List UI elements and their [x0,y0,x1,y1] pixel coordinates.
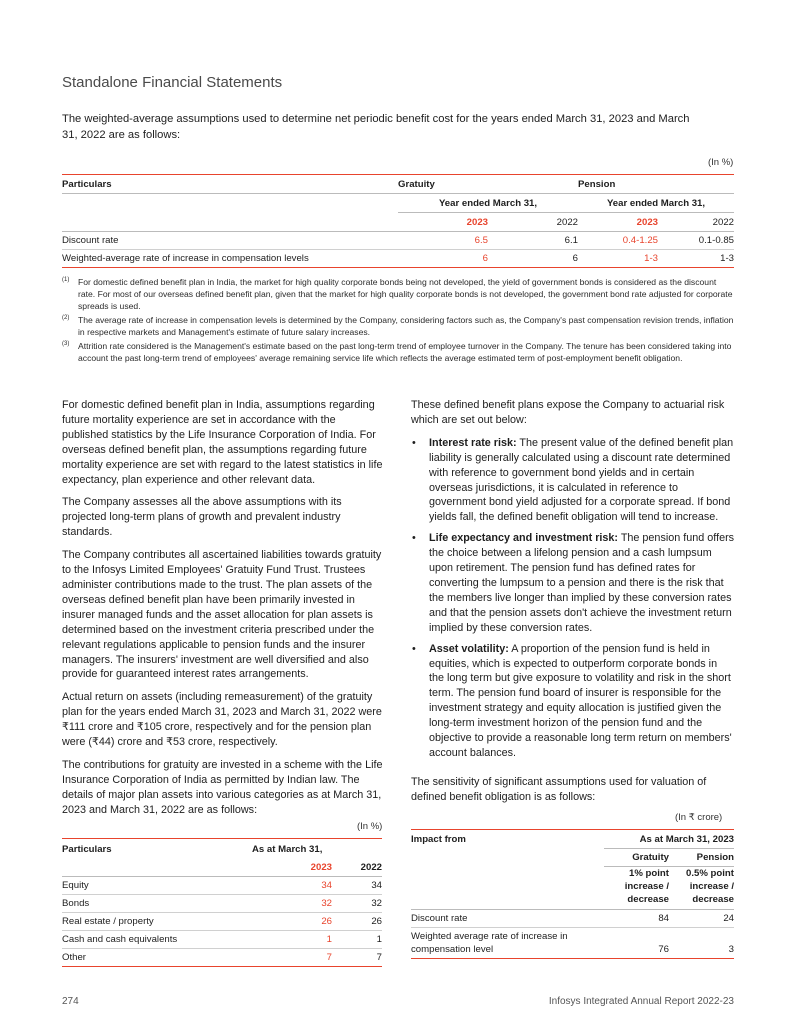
table-row [62,895,382,913]
bullet-icon: • [412,436,416,449]
gratuity-basis: 1% point increase / decrease [604,867,669,910]
footnote-mark: (1) [62,277,70,283]
table-row [62,949,382,967]
row-label: Bonds [62,895,252,913]
value-2022: 1 [332,931,382,949]
particulars-header: Particulars [62,175,398,194]
footnote-text: The average rate of increase in compensation levels is determined by the Company, considering factors such as, the Company's past compensation revision trends, inflation in respective markets and Management's estimate of future salary increases. [78,315,734,337]
gratuity-2023-value: 6 [398,250,488,268]
publication-name: Infosys Integrated Annual Report 2022-23 [548,996,734,1007]
gratuity-2022-header: 2022 [488,213,578,232]
gratuity-header: Gratuity [398,175,578,194]
table-row [62,913,382,931]
pension-header: Pension [669,849,734,867]
pension-2022-value: 0.1-0.85 [658,232,734,250]
pension-2023-value: 1-3 [578,250,658,268]
as-at-header: As at March 31, 2023 [604,830,734,849]
list-item [411,531,735,635]
gratuity-value: 76 [604,928,669,959]
gratuity-2023-header: 2023 [398,213,488,232]
value-2022: 34 [332,877,382,895]
pension-2022-header: 2022 [658,213,734,232]
plan-assets-table [62,838,382,967]
gratuity-value: 84 [604,910,669,928]
pension-2023-header: 2023 [578,213,658,232]
as-at-header: As at March 31, [252,839,382,860]
bullet-icon: • [412,532,416,545]
gratuity-2022-value: 6 [488,250,578,268]
table-row [62,877,382,895]
right-column [411,398,735,813]
value-2023: 1 [252,931,332,949]
pension-year-ended: Year ended March 31, [578,194,734,213]
table-row [62,232,734,250]
plan-assets-unit: (In %) [357,821,383,832]
gratuity-2022-value: 6.1 [488,232,578,250]
risk-title: Interest rate risk: [429,436,517,449]
footnote-mark: (3) [62,341,70,347]
intro-paragraph: The weighted-average assumptions used to determine net periodic benefit cost for the years ended March 31, 2023 and March 31, 2022 are as follows: [62,113,690,141]
assumptions-table [62,174,734,268]
footnote-3 [62,340,734,364]
row-label: Discount rate [411,910,604,928]
risk-text: The present value of the defined benefit plan liability is generally calculated using a discount rate determined with reference to government bond yields and in certain overseas jurisdictions, it is calculated in reference to government bond yield adjusted for a corporate spread. If bond yields fall, the defined benefit obligation will tend to increase. [429,436,734,524]
gratuity-year-ended: Year ended March 31, [398,194,578,213]
paragraph: The Company contributes all ascertained liabilities towards gratuity to the Infosys Limited Employees' Gratuity Fund Trust. Trustees administer contributions made to the trust. The plan assets of the overseas defined benefit plan have been primarily invested in insurer managed funds and the asset allocation for plan assets is determined based on the investment criteria prescribed under the relevant regulations applicable to pension funds and the insurer managers. The insurers' investment are well diversified and also provide for guaranteed interest rates arrangements. [62,549,382,681]
gratuity-2023-value: 6.5 [398,232,488,250]
row-label: Other [62,949,252,967]
paragraph: The Company assesses all the above assumptions with its projected long-term plans of growth and prevalent industry standards. [62,496,342,539]
risk-title: Asset volatility: [429,642,509,655]
value-2022: 7 [332,949,382,967]
footnote-2 [62,314,734,338]
pension-basis: 0.5% point increase / decrease [669,867,734,910]
year-2023-header: 2023 [252,859,332,877]
sensitivity-table [411,829,734,959]
value-2022: 26 [332,913,382,931]
footnote-mark: (2) [62,315,70,321]
row-label: Cash and cash equivalents [62,931,252,949]
footnote-text: For domestic defined benefit plan in India, the market for high quality corporate bonds being not developed, the yield of government bonds is considered as the discount rate. For most of our overseas defined benefit plan, given that the market for high quality corporate bonds is not developed, the government bond rate adjusted for corporate spreads is used. [78,277,733,311]
gratuity-header: Gratuity [604,849,669,867]
assumptions-unit: (In %) [708,157,734,168]
paragraph: Actual return on assets (including remeasurement) of the gratuity plan for the years ended March 31, 2023 and March 31, 2022 were ₹111 crore and ₹105 crore, respectively and for the pension plan were (₹44) crore and ₹53 crore, respectively. [62,691,382,749]
risk-title: Life expectancy and investment risk: [429,532,619,545]
risk-list [411,436,735,761]
pension-header: Pension [578,175,734,194]
footnote-1 [62,276,734,312]
value-2023: 34 [252,877,332,895]
value-2023: 32 [252,895,332,913]
paragraph: For domestic defined benefit plan in India, assumptions regarding future mortality experience are set in accordance with the published statistics by the Life Insurance Corporation of India. For overseas defined benefit plan, the assumptions regarding future mortality experience are set with regard to the latest statistics in life expectancy, plan experience and other relevant data. [62,399,383,486]
left-column [62,398,384,826]
impact-from-header: Impact from [411,830,604,849]
sensitivity-unit: (In ₹ crore) [675,812,723,823]
row-label: Discount rate [62,232,398,250]
table-row [411,910,734,928]
risk-text: A proportion of the pension fund is held in equities, which is expected to outperform corporate bonds in the long term but give exposure to volatility and risk in the short term. The pension fund board of insurer is responsible for the investment strategy and equity allocation is justified given the long-term investment horizon of the pension fund and the objective to provide a reasonable long term return on members' account balances. [429,642,732,759]
row-label: Weighted average rate of increase in compensation level [411,928,604,959]
value-2023: 26 [252,913,332,931]
row-label: Weighted-average rate of increase in compensation levels [62,250,398,268]
value-2023: 7 [252,949,332,967]
bullet-icon: • [412,642,416,655]
table-row [62,250,734,268]
row-label: Real estate / property [62,913,252,931]
risk-text: The pension fund offers the choice between a lifelong pension and a cash lumpsum upon retirement. The pension fund has defined rates for converting the lumpsum to a pension and there is the risk that the members live longer than implied by these conversion rates and that the pension assets don't achieve the investment return implied by these conversion rates. [429,532,735,634]
particulars-header: Particulars [62,839,252,860]
pension-2022-value: 1-3 [658,250,734,268]
pension-2023-value: 0.4-1.25 [578,232,658,250]
footnote-text: Attrition rate considered is the Management's estimate based on the past long-term trend of employee turnover in the Company. The tenure has been considered taking into account the past long-term trend of employees' average remaining service life which reflects the average estimated term of post-employment benefit obligation. [78,341,732,363]
table-row [62,931,382,949]
table-row [411,928,734,959]
paragraph: The sensitivity of significant assumptions used for valuation of defined benefit obligation is as follows: [411,775,707,803]
page-number: 274 [62,996,79,1007]
list-item [411,642,735,761]
year-2022-header: 2022 [332,859,382,877]
paragraph: These defined benefit plans expose the Company to actuarial risk which are set out below: [411,399,725,426]
pension-value: 3 [669,928,734,959]
section-title: Standalone Financial Statements [62,74,283,91]
pension-value: 24 [669,910,734,928]
value-2022: 32 [332,895,382,913]
list-item [411,436,735,525]
row-label: Equity [62,877,252,895]
paragraph: The contributions for gratuity are invested in a scheme with the Life Insurance Corporation of India as permitted by Indian law. The details of major plan assets into various categories as at March 31, 2023 and March 31, 2022 are as follows: [62,758,383,816]
